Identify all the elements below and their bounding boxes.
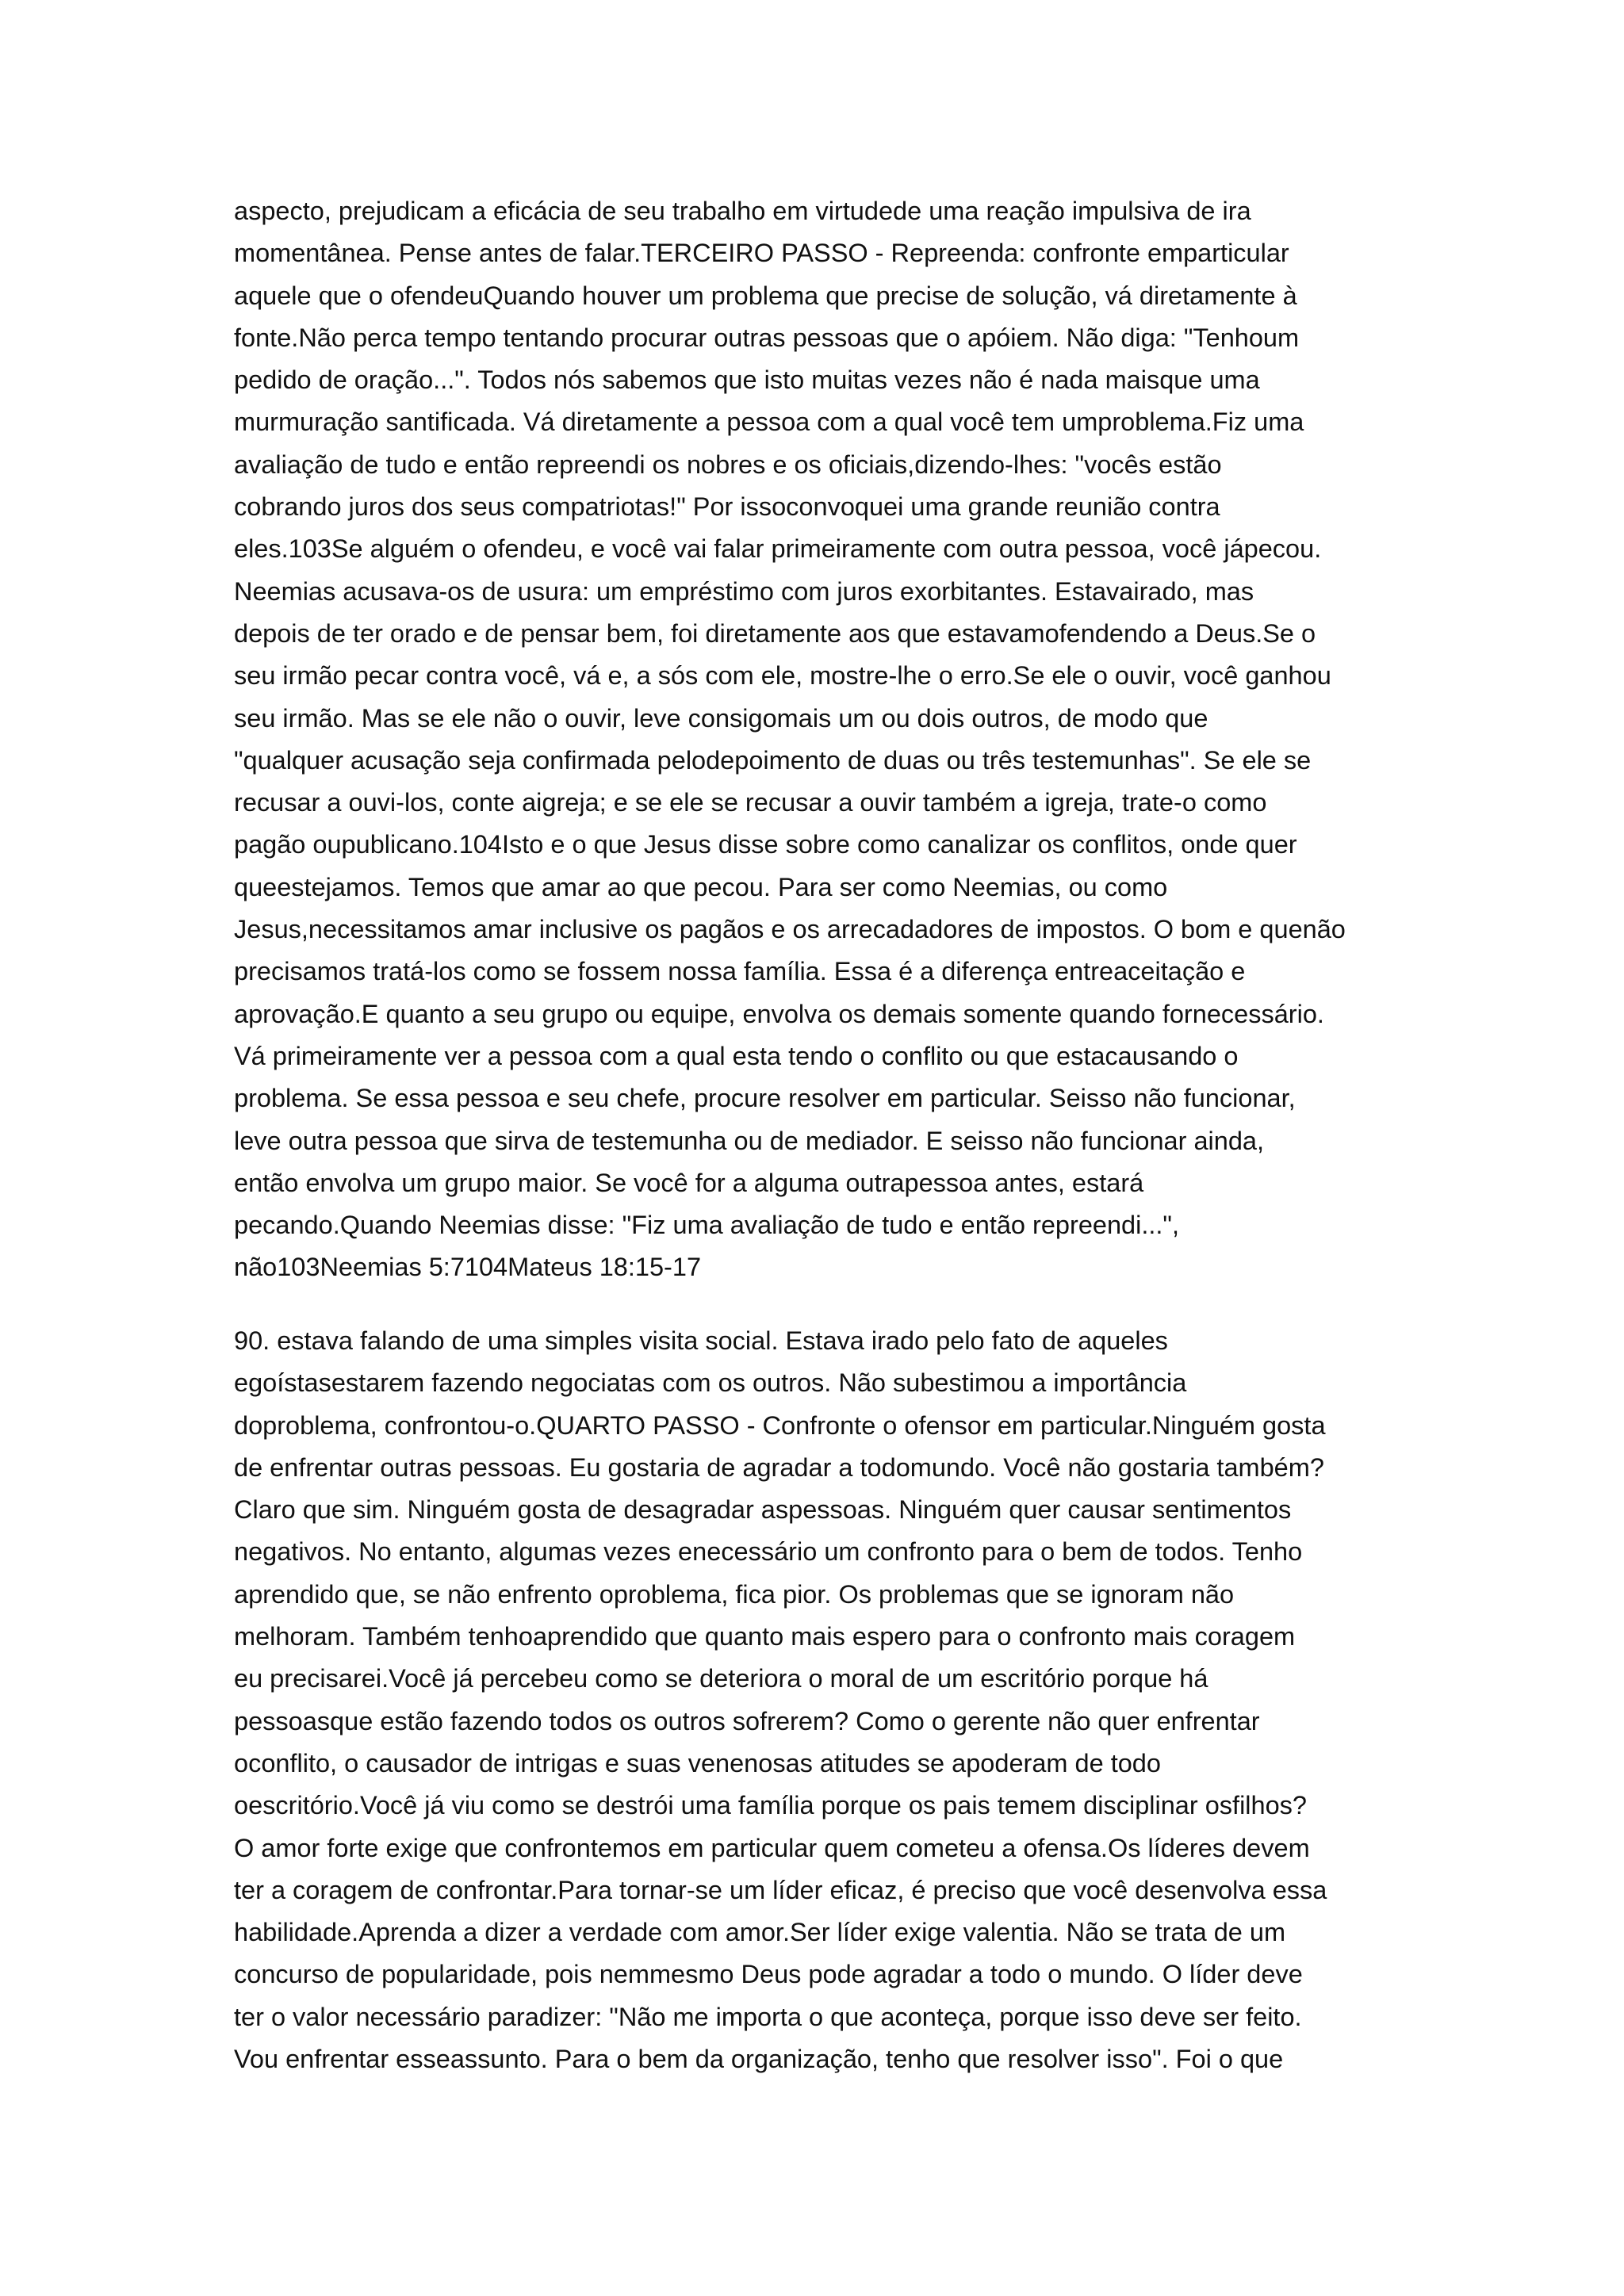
text-line: de enfrentar outras pessoas. Eu gostaria de agradar a todomundo. Você não gostaria também? (234, 1452, 1324, 1482)
text-line: então envolva um grupo maior. Se você for a alguma outrapessoa antes, estará (234, 1168, 1144, 1197)
text-line: ter a coragem de confrontar.Para tornar-se um líder eficaz, é preciso que você desenvolva essa (234, 1875, 1327, 1904)
text-line: avaliação de tudo e então repreendi os nobres e os oficiais,dizendo-lhes: "vocês estão (234, 450, 1222, 479)
paragraph-2 (234, 1320, 1408, 2080)
paragraph-1 (234, 190, 1408, 1289)
text-line: pedido de oração...". Todos nós sabemos que isto muitas vezes não é nada maisque uma (234, 365, 1260, 395)
text-line: oescritório.Você já viu como se destrói uma família porque os pais temem disciplinar osfilhos? (234, 1791, 1307, 1820)
text-line: pecando.Quando Neemias disse: "Fiz uma avaliação de tudo e então repreendi...", (234, 1211, 1179, 1240)
text-line: momentânea. Pense antes de falar.TERCEIRO PASSO - Repreenda: confronte emparticular (234, 239, 1289, 268)
text-line: não103Neemias 5:7104Mateus 18:15-17 (234, 1253, 702, 1282)
text-line: Neemias acusava-os de usura: um empréstimo com juros exorbitantes. Estavairado, mas (234, 576, 1254, 606)
text-line: egoístasestarem fazendo negociatas com os outros. Não subestimou a importância (234, 1368, 1187, 1398)
text-line: Vá primeiramente ver a pessoa com a qual esta tendo o conflito ou que estacausando o (234, 1041, 1239, 1070)
text-line: O amor forte exige que confrontemos em particular quem cometeu a ofensa.Os líderes devem (234, 1833, 1310, 1862)
text-line: aspecto, prejudicam a eficácia de seu trabalho em virtudede uma reação impulsiva de ira (234, 197, 1251, 225)
text-line: Jesus,necessitamos amar inclusive os pagãos e os arrecadadores de impostos. O bom e quenão (234, 915, 1346, 944)
text-line: doproblema, confrontou-o.QUARTO PASSO - Confronte o ofensor em particular.Ninguém gosta (234, 1410, 1326, 1440)
text-line: concurso de popularidade, pois nemmesmo Deus pode agradar a todo o mundo. O líder deve (234, 1960, 1303, 1989)
text-line: problema. Se essa pessoa e seu chefe, procure resolver em particular. Seisso não funcionar, (234, 1084, 1296, 1113)
text-line: melhoram. Também tenhoaprendido que quanto mais espero para o confronto mais coragem (234, 1622, 1296, 1651)
text-line: oconflito, o causador de intrigas e suas venenosas atitudes se apoderam de todo (234, 1748, 1161, 1777)
text-line: aprovação.E quanto a seu grupo ou equipe, envolva os demais somente quando fornecessário. (234, 999, 1324, 1028)
text-line: recusar a ouvi-los, conte aigreja; e se ele se recusar a ouvir também a igreja, trate-o como (234, 788, 1267, 817)
text-line: Claro que sim. Ninguém gosta de desagradar aspessoas. Ninguém quer causar sentimentos (234, 1495, 1292, 1525)
text-line: aquele que o ofendeuQuando houver um problema que precise de solução, vá diretamente à (234, 281, 1297, 310)
text-line: queestejamos. Temos que amar ao que pecou. Para ser como Neemias, ou como (234, 872, 1168, 901)
text-line: ter o valor necessário paradizer: "Não me importa o que aconteça, porque isso deve ser feito. (234, 2002, 1302, 2031)
text-line: depois de ter orado e de pensar bem, foi diretamente aos que estavamofendendo a Deus.Se o (234, 618, 1316, 648)
text-line: eles.103Se alguém o ofendeu, e você vai falar primeiramente com outra pessoa, você jápecou. (234, 534, 1322, 564)
text-line: 90. estava falando de uma simples visita social. Estava irado pelo fato de aqueles (234, 1326, 1168, 1355)
text-line: cobrando juros dos seus compatriotas!" Por issoconvoquei uma grande reunião contra (234, 492, 1220, 522)
text-line: seu irmão pecar contra você, vá e, a sós com ele, mostre-lhe o erro.Se ele o ouvir, você ganhou (234, 661, 1331, 691)
text-line: eu precisarei.Você já percebeu como se deteriora o moral de um escritório porque há (234, 1664, 1208, 1693)
text-line: aprendido que, se não enfrento oproblema, fica pior. Os problemas que se ignoram não (234, 1579, 1235, 1609)
text-line: "qualquer acusação seja confirmada pelodepoimento de duas ou três testemunhas". Se ele se (234, 745, 1312, 775)
text-line: murmuração santificada. Vá diretamente a pessoa com a qual você tem umproblema.Fiz uma (234, 408, 1304, 437)
text-line: seu irmão. Mas se ele não o ouvir, leve consigomais um ou dois outros, de modo que (234, 703, 1208, 733)
text-line: habilidade.Aprenda a dizer a verdade com amor.Ser líder exige valentia. Não se trata de um (234, 1918, 1286, 1947)
text-line: precisamos tratá-los como se fossem nossa família. Essa é a diferença entreaceitação e (234, 957, 1246, 986)
text-line: negativos. No entanto, algumas vezes enecessário um confronto para o bem de todos. Tenho (234, 1537, 1303, 1567)
text-line: leve outra pessoa que sirva de testemunha ou de mediador. E seisso não funcionar ainda, (234, 1126, 1265, 1155)
text-line: pessoasque estão fazendo todos os outros sofrerem? Como o gerente não quer enfrentar (234, 1706, 1260, 1735)
text-line: pagão oupublicano.104Isto e o que Jesus disse sobre como canalizar os conflitos, onde quer (234, 830, 1297, 859)
text-line: Vou enfrentar esseassunto. Para o bem da organização, tenho que resolver isso". Foi o que (234, 2045, 1284, 2074)
text-line: fonte.Não perca tempo tentando procurar outras pessoas que o apóiem. Não diga: "Tenhoum (234, 323, 1300, 352)
